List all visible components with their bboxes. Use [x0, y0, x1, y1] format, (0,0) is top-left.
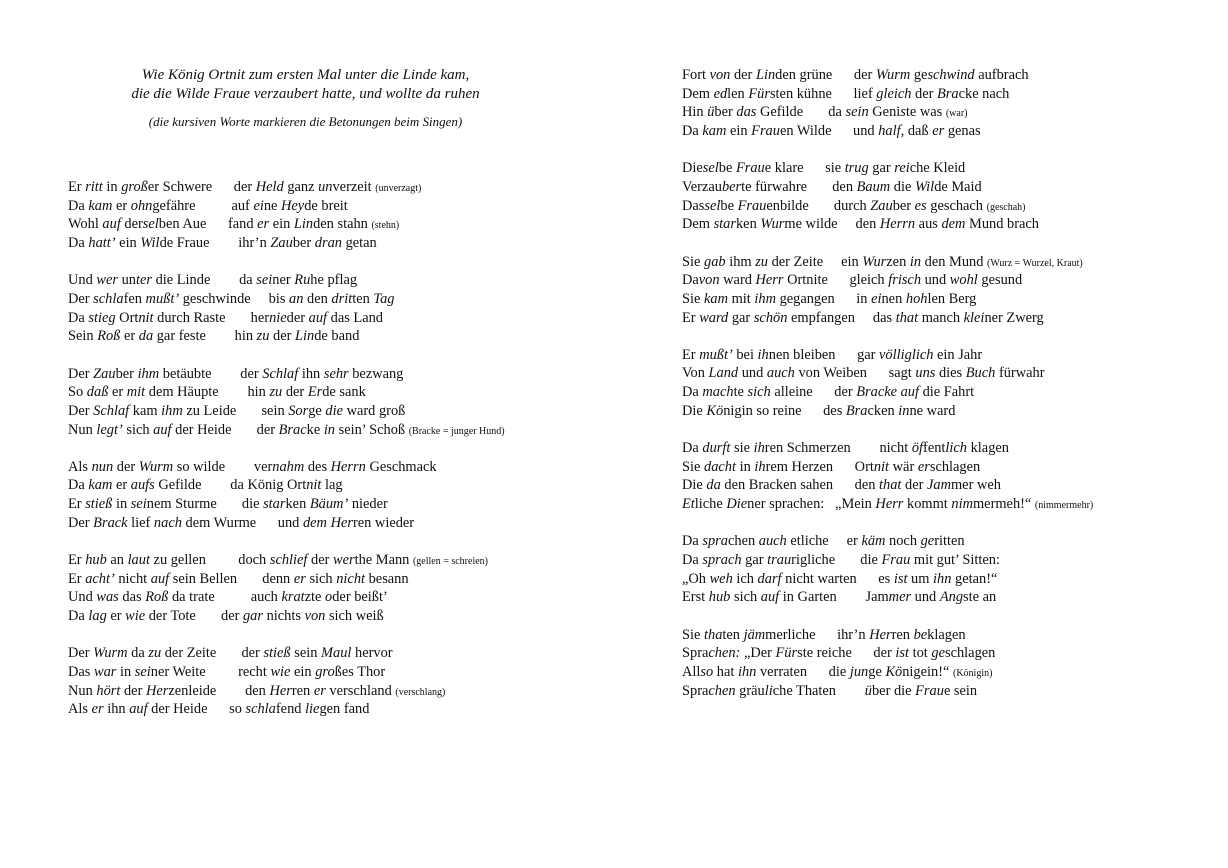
verse-line: Etliche Diener sprachen: „Mein Herr kommt nimmermeh!“ (nimmermehr) [682, 496, 1094, 513]
stanza [682, 439, 1093, 514]
stanza [682, 159, 1093, 234]
poem-heading [68, 66, 543, 130]
verse-line: Der Wurm da zu der Zeite der stieß sein Maul hervor [68, 645, 393, 662]
verse-line: Verzauberte fürwahre den Baum die Wilde Maid [682, 178, 982, 195]
verse-line: Sie kam mit ihm gegangen in einen hohlen Berg [682, 290, 977, 307]
verse-line: Er acht’ nicht auf sein Bellen denn er sich nicht besann [68, 570, 409, 587]
verse-line: Und was das Roß da trate auch kratzte oder beißt’ [68, 589, 388, 606]
title-line-2: die die Wilde Fraue verzaubert hatte, und wollte da ruhen [131, 86, 480, 102]
stanza [682, 346, 1093, 421]
verse-line: Hin über das Gefilde da sein Geniste was (war) [682, 104, 968, 121]
verse-line: So daß er mit dem Häupte hin zu der Erde sank [68, 384, 366, 401]
verse-line: Dasselbe Frauenbilde durch Zauber es geschach (geschah) [682, 197, 1026, 214]
verse-line: Als nun der Wurm so wilde vernahm des Herrn Geschmack [68, 458, 437, 475]
verse-line: Der Brack lief nach dem Wurme und dem Herren wieder [68, 514, 415, 531]
verse-line: Der Zauber ihm betäubte der Schlaf ihn sehr bezwang [68, 365, 404, 382]
verse-line: Die da den Bracken sahen den that der Jammer weh [682, 477, 1001, 494]
verse-line: Er ritt in großer Schwere der Held ganz unverzeit (unverzagt) [68, 179, 422, 195]
verse-line: Da durft sie ihren Schmerzen nicht öffentlich klagen [682, 440, 1009, 456]
stress-note: (die kursiven Worte markieren die Betonungen beim Singen) [148, 114, 463, 129]
verse-line: Davon ward Herr Ortnite gleich frisch und wohl gesund [682, 272, 1023, 289]
verse-line: Erst hub sich auf in Garten Jammer und Angste an [682, 589, 997, 606]
verse-line: Da machte sich alleine der Bracke auf die Fahrt [682, 384, 975, 401]
verse-line: Dieselbe Fraue klare sie trug gar reiche Kleid [682, 160, 966, 177]
verse-line: Er stieß in seinem Sturme die starken Bäum’ nieder [68, 496, 388, 513]
verse-line: Da sprachen auch etliche er käm noch geritten [682, 533, 965, 550]
verse-line: Nun hört der Herzenleide den Herren er verschland (verschlang) [68, 682, 446, 699]
verse-line: Dem edlen Fürsten kühne lief gleich der Bracke nach [682, 85, 1010, 102]
verse-line: Sie thaten jämmerliche ihr’n Herren beklagen [682, 626, 966, 643]
verse-line: Er mußt’ bei ihnen bleiben gar völliglich ein Jahr [682, 346, 983, 363]
verse-line: Er hub an laut zu gellen doch schlief der werthe Mann (gellen = schreien) [68, 552, 489, 568]
verse-line: Wohl auf derselben Aue fand er ein Linden stahn (stehn) [68, 216, 400, 233]
stanza [682, 66, 1093, 141]
verse-line: Sie gab ihm zu der Zeite ein Wurzen in den Mund (Wurz = Wurzel, Kraut) [682, 253, 1083, 270]
left-stanzas [68, 178, 505, 738]
verse-line: Das war in seiner Weite recht wie ein großes Thor [68, 663, 386, 680]
stanza [68, 271, 505, 346]
verse-line: Da sprach gar traurigliche die Frau mit gut’ Sitten: [682, 551, 1000, 568]
verse-line: Und wer unter die Linde da seiner Ruhe pflag [68, 272, 358, 289]
verse-line: Fort von der Linden grüne der Wurm geschwind aufbrach [682, 67, 1029, 83]
verse-line: Da kam er aufs Gefilde da König Ortnit lag [68, 477, 343, 494]
verse-line: Sein Roß er da gar feste hin zu der Linde band [68, 328, 360, 345]
stanza [68, 551, 505, 626]
stanza [682, 626, 1093, 701]
verse-line: Dem starken Wurme wilde den Herrn aus dem Mund brach [682, 216, 1039, 233]
verse-line: Da stieg Ortnit durch Raste hernieder auf das Land [68, 309, 383, 326]
verse-line: Der schlafen mußt’ geschwinde bis an den dritten Tag [68, 290, 395, 307]
verse-line: Sie dacht in ihrem Herzen Ortnit wär erschlagen [682, 458, 981, 475]
verse-line: „Oh weh ich darf nicht warten es ist um ihn getan!“ [682, 570, 998, 587]
verse-line: Nun legt’ sich auf der Heide der Bracke in sein’ Schoß (Bracke = junger Hund) [68, 421, 505, 438]
verse-line: Da lag er wie der Tote der gar nichts von sich weiß [68, 608, 384, 625]
stanza [682, 253, 1093, 328]
title-line-1: Wie König Ortnit zum ersten Mal unter die Linde kam, [141, 67, 470, 83]
verse-line: Sprachen: „Der Fürste reiche der ist tot geschlagen [682, 645, 996, 662]
stanza [68, 365, 505, 440]
verse-line: Sprachen gräuliche Thaten über die Fraue sein [682, 682, 978, 699]
verse-line: Der Schlaf kam ihm zu Leide sein Sorge die ward groß [68, 402, 406, 419]
stanza [682, 532, 1093, 607]
stanza [68, 178, 505, 253]
verse-line: Da kam ein Frauen Wilde und half, daß er genas [682, 123, 981, 140]
stanza [68, 644, 505, 719]
verse-line: Die Königin so reine des Bracken inne ward [682, 402, 956, 419]
verse-line: Allso hat ihn verraten die junge Königein!“ (Königin) [682, 663, 993, 680]
stanza [68, 458, 505, 533]
verse-line: Als er ihn auf der Heide so schlafend liegen fand [68, 701, 370, 718]
verse-line: Da kam er ohngefähre auf eine Heyde breit [68, 197, 348, 214]
verse-line: Von Land und auch von Weiben sagt uns dies Buch fürwahr [682, 365, 1045, 382]
verse-line: Er ward gar schön empfangen das that manch kleiner Zwerg [682, 309, 1044, 326]
right-stanzas [682, 66, 1093, 719]
verse-line: Da hatt’ ein Wilde Fraue ihr’n Zauber dran getan [68, 235, 377, 252]
